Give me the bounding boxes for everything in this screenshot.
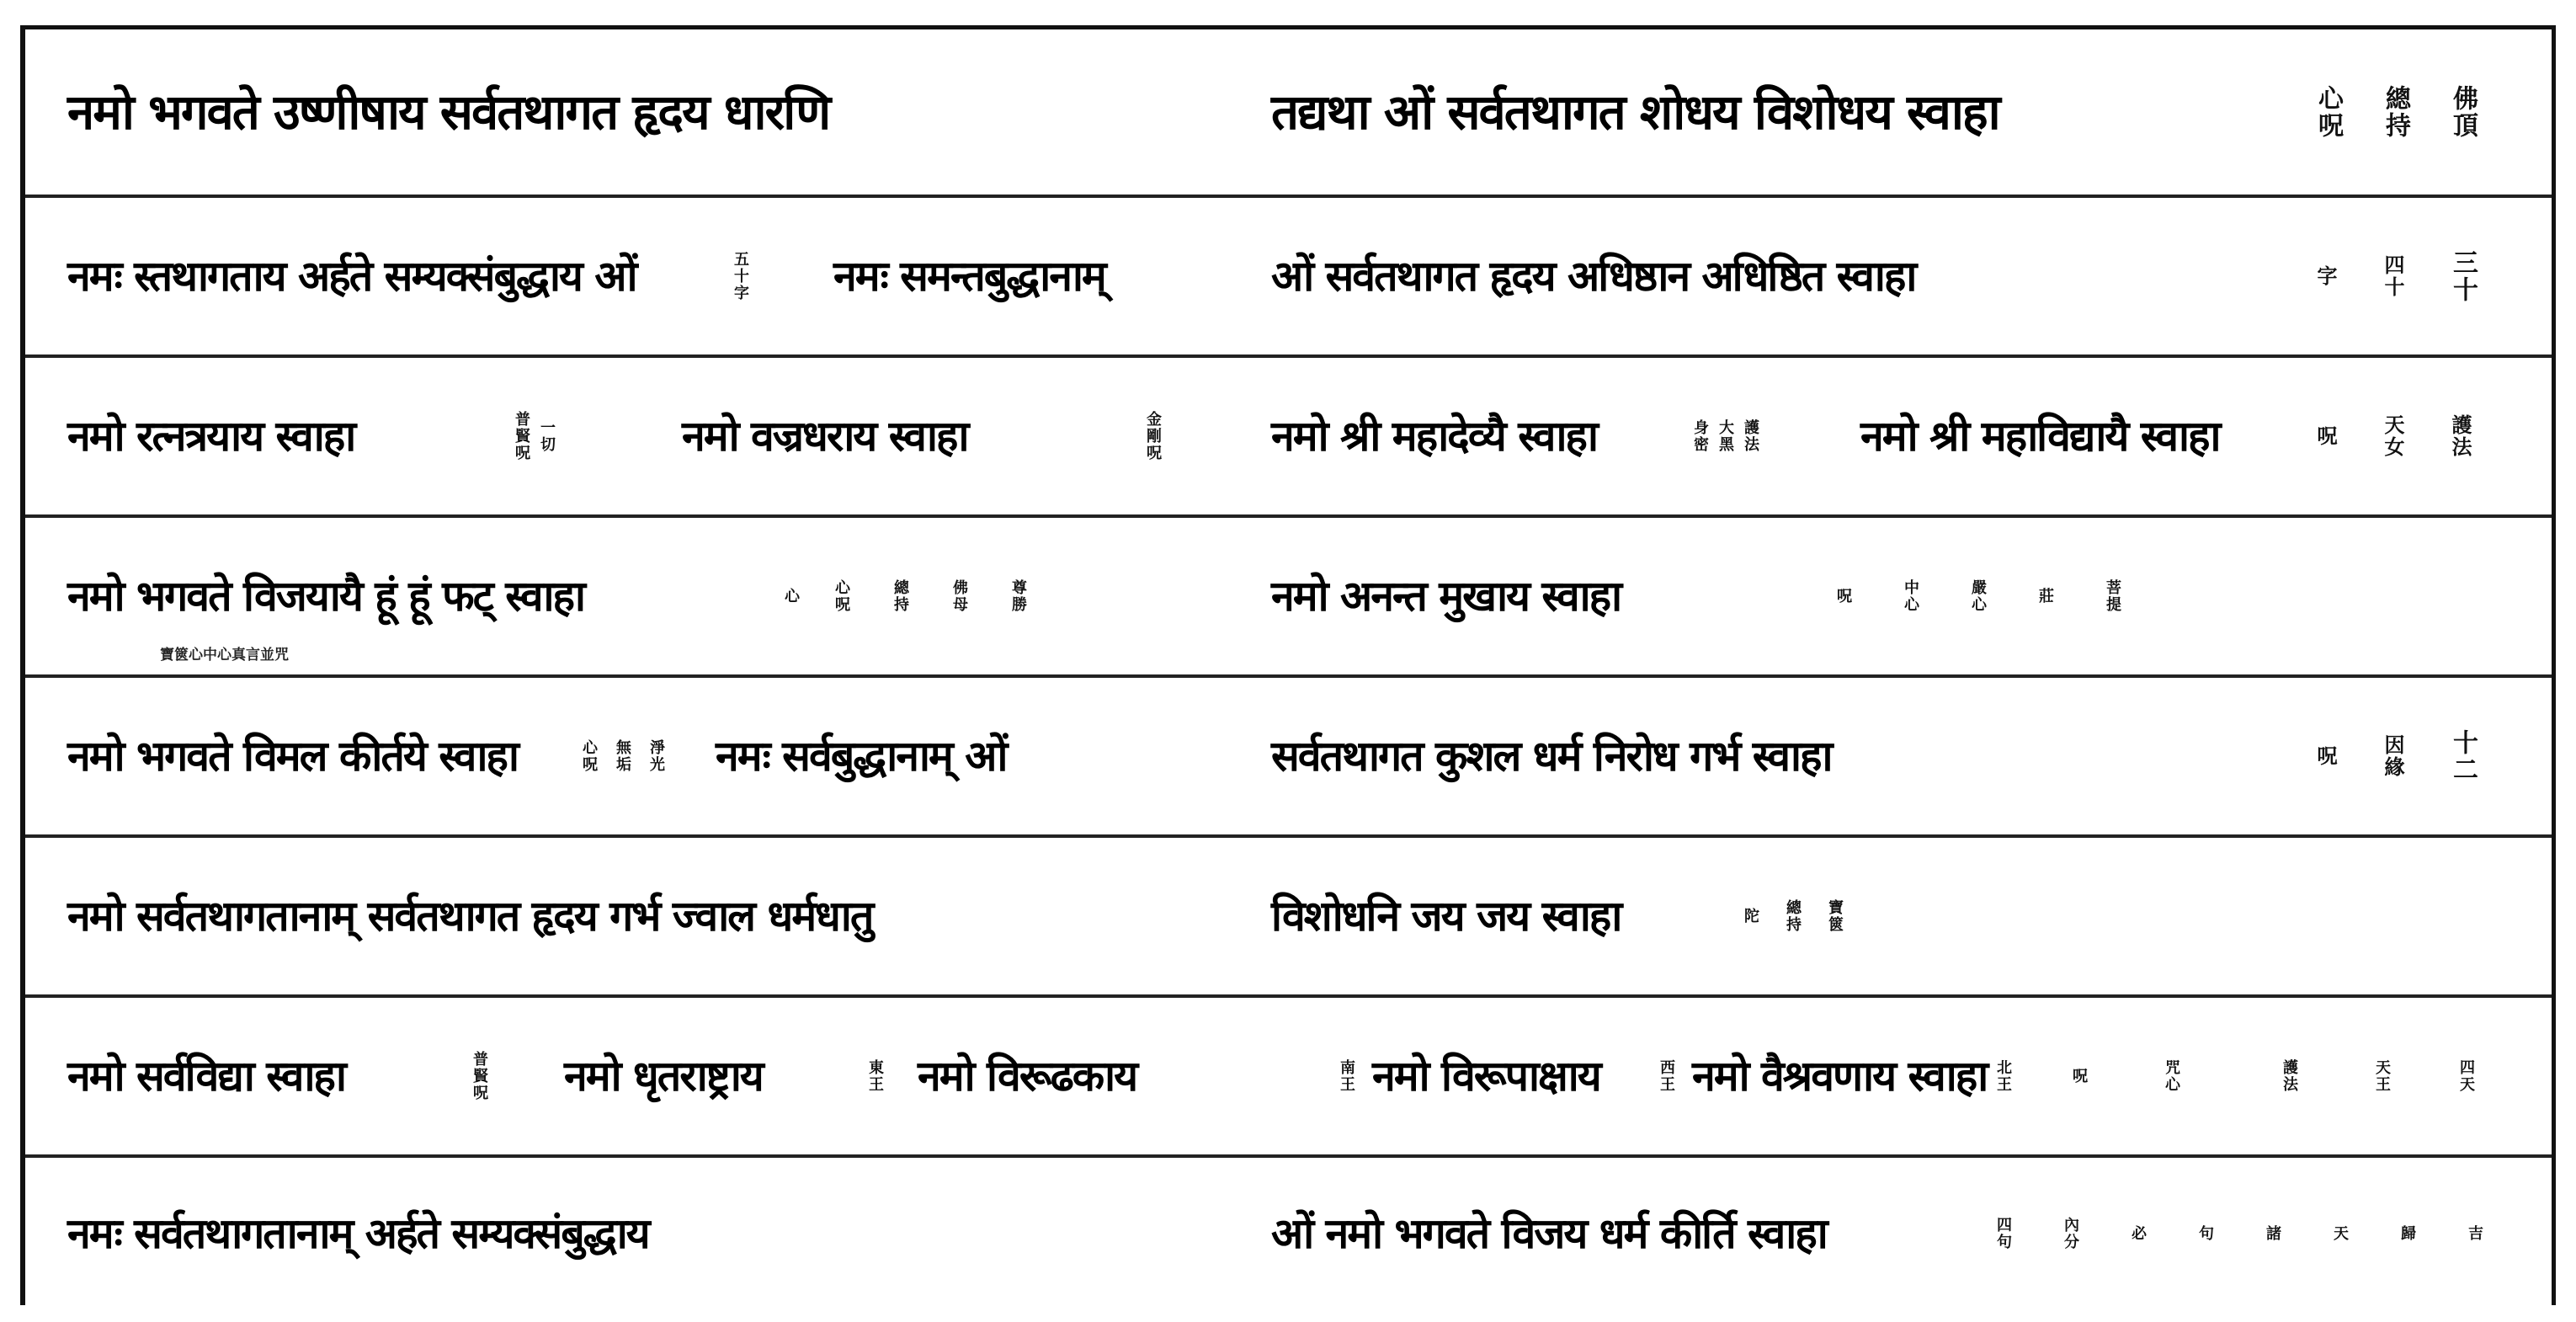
chinese-label: 一切 [538,419,556,453]
sanskrit-segment: नमो सर्वविद्या स्वाहा [67,1052,345,1101]
chinese-label: 心呪 [2313,85,2343,139]
chinese-label: 普賢呪 [513,411,530,461]
chinese-label: 呪 [1834,588,1852,605]
dharani-row [25,518,2552,678]
dharani-row [25,1158,2552,1309]
sanskrit-segment: तद्यथा ओं सर्वतथागत शोधय विशोधय स्वाहा [1271,83,1999,141]
chinese-label: 大黑 [1716,419,1734,453]
chinese-label: 咒心 [2163,1059,2180,1093]
chinese-label: 南王 [1338,1059,1355,1093]
chinese-label: 十二 [2448,729,2478,783]
chinese-label: 總持 [891,579,909,613]
chinese-label: 四十 [2381,254,2405,298]
chinese-label: 天王 [2373,1059,2391,1093]
chinese-label: 護法 [2281,1059,2298,1093]
chinese-label: 天女 [2381,414,2405,458]
chinese-label: 歸 [2398,1225,2416,1242]
sanskrit-segment: नमो विरूपाक्षाय [1372,1052,1600,1101]
dharani-row [25,838,2552,998]
chinese-label: 佛母 [950,579,968,613]
chinese-label: 句 [2196,1225,2214,1242]
chinese-label: 呪 [2070,1068,2088,1085]
chinese-label: 總持 [2381,85,2410,139]
chinese-label: 五十字 [732,251,749,301]
chinese-label: 心呪 [833,579,850,613]
dharani-row [25,358,2552,518]
sanskrit-segment: नमो भगवते विमल कीर्तये स्वाहा [67,732,518,781]
chinese-label: 因緣 [2381,734,2405,778]
chinese-label: 東王 [866,1059,884,1093]
dharani-row [25,678,2552,838]
dharani-row [25,29,2552,198]
sanskrit-segment: नमो भगवते उष्णीषाय सर्वतथागत हृदय धारणि [67,83,830,141]
chinese-label: 西王 [1658,1059,1675,1093]
sanskrit-segment: सर्वतथागत कुशल धर्म निरोध गर्भ स्वाहा [1271,732,1832,781]
sanskrit-segment: ओं सर्वतथागत हृदय अधिष्ठान अधिष्ठित स्वाहा [1271,252,1916,301]
sanskrit-segment: नमो भगवते विजयायै हूं हूं फट् स्वाहा [67,572,584,621]
sanskrit-segment: नमः समन्तबुद्धानाम् [833,252,1105,301]
chinese-label: 呪 [2313,425,2338,447]
chinese-label: 四天 [2457,1059,2475,1093]
chinese-label: 四句 [1994,1217,2012,1250]
chinese-label: 護法 [1742,419,1759,453]
caption: 寶篋心中心真言並咒 [160,647,289,664]
chinese-label: 佛頂 [2448,85,2478,139]
sanskrit-segment: नमः सर्वबुद्धानाम् ओं [716,732,1007,781]
chinese-label: 三十 [2448,249,2478,303]
sanskrit-segment: नमो सर्वतथागतानाम् सर्वतथागत हृदय गर्भ ज्वाल धर्मधातु [67,892,873,941]
chinese-label: 心呪 [580,739,598,773]
sanskrit-segment: नमो वज्रधराय स्वाहा [682,412,968,461]
sanskrit-segment: विशोधनि जय जय स्वाहा [1271,892,1621,941]
dharani-sheet [20,25,2556,1305]
sanskrit-segment: नमो श्री महाविद्यायै स्वाहा [1860,412,2220,461]
dharani-row [25,998,2552,1158]
sanskrit-segment: नमो वैश्रवणाय स्वाहा [1692,1052,1988,1101]
chinese-label: 淨光 [647,739,665,773]
sanskrit-segment: नमो धृतराष्ट्राय [564,1052,763,1101]
sanskrit-segment: नमो विरूढकाय [918,1052,1137,1101]
chinese-label: 尊勝 [1009,579,1027,613]
chinese-label: 普賢呪 [471,1051,488,1101]
sanskrit-segment: नमो रत्नत्रयाय स्वाहा [67,412,355,461]
chinese-label: 內分 [2062,1217,2079,1250]
sanskrit-segment: नमो अनन्त मुखाय स्वाहा [1271,572,1621,621]
chinese-label: 字 [2313,265,2338,287]
chinese-label: 無垢 [614,739,631,773]
chinese-label: 吉 [2466,1225,2483,1242]
chinese-label: 心 [782,588,800,605]
chinese-label: 陀 [1742,908,1759,925]
chinese-label: 天 [2331,1225,2349,1242]
chinese-label: 金剛呪 [1144,411,1162,461]
sanskrit-segment: ओं नमो भगवते विजय धर्म कीर्ति स्वाहा [1271,1209,1827,1258]
chinese-label: 莊 [2036,588,2054,605]
sanskrit-segment: नमः स्तथागताय अर्हते सम्यक्संबुद्धाय ओं [67,252,636,301]
chinese-label: 菩提 [2104,579,2121,613]
sanskrit-segment: नमः सर्वतथागतानाम् अर्हते सम्यक्संबुद्धाय [67,1209,649,1258]
sanskrit-segment: नमो श्री महादेव्यै स्वाहा [1271,412,1597,461]
chinese-label: 護法 [2448,414,2472,458]
dharani-row [25,198,2552,358]
chinese-label: 北王 [1994,1059,2012,1093]
chinese-label: 嚴心 [1969,579,1987,613]
chinese-label: 中心 [1902,579,1919,613]
chinese-label: 必 [2129,1225,2147,1242]
chinese-label: 呪 [2313,745,2338,767]
chinese-label: 寶篋 [1826,899,1844,933]
chinese-label: 諸 [2264,1225,2281,1242]
chinese-label: 總持 [1784,899,1802,933]
chinese-label: 身密 [1691,419,1709,453]
